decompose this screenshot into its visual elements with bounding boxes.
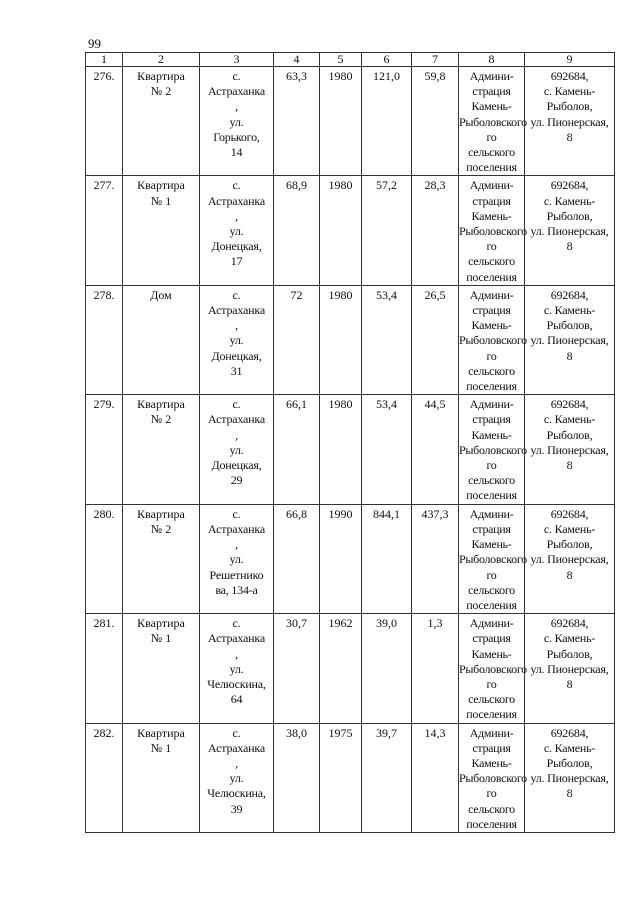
object-year: 1975: [320, 723, 362, 832]
page-number: 99: [88, 36, 101, 51]
owner-address: 692684, с. Камень- Рыболов, ул. Пионерская, 8: [525, 614, 615, 723]
owner-name: Админи- страция Камень- Рыболовского го сельского поселения: [459, 67, 525, 176]
object-year: 1980: [320, 285, 362, 394]
object-year: 1980: [320, 67, 362, 176]
object-type: Квартира № 2: [123, 504, 200, 613]
object-location: с. Астраханка , ул. Донецкая, 31: [200, 285, 274, 394]
residual-value: 14,3: [412, 723, 459, 832]
owner-address: 692684, с. Камень- Рыболов, ул. Пионерская, 8: [525, 504, 615, 613]
object-location: с. Астраханка , ул. Донецкая, 29: [200, 395, 274, 504]
object-year: 1980: [320, 176, 362, 285]
row-number: 277.: [86, 176, 123, 285]
book-value: 121,0: [362, 67, 412, 176]
owner-name: Админи- страция Камень- Рыболовского го сельского поселения: [459, 504, 525, 613]
row-number: 279.: [86, 395, 123, 504]
object-location: с. Астраханка , ул. Челюскина, 64: [200, 614, 274, 723]
book-value: 39,0: [362, 614, 412, 723]
residual-value: 44,5: [412, 395, 459, 504]
owner-name: Админи- страция Камень- Рыболовского го сельского поселения: [459, 176, 525, 285]
column-header-7: 7: [412, 53, 459, 67]
column-header-2: 2: [123, 53, 200, 67]
object-location: с. Астраханка , ул. Донецкая, 17: [200, 176, 274, 285]
residual-value: 437,3: [412, 504, 459, 613]
book-value: 844,1: [362, 504, 412, 613]
table-row: [86, 723, 615, 832]
object-area: 38,0: [274, 723, 320, 832]
owner-address: 692684, с. Камень- Рыболов, ул. Пионерская, 8: [525, 723, 615, 832]
header-row: [86, 53, 615, 67]
object-area: 72: [274, 285, 320, 394]
table-row: [86, 67, 615, 176]
object-type: Квартира № 2: [123, 395, 200, 504]
table-body: [86, 67, 615, 833]
column-header-9: 9: [525, 53, 615, 67]
object-year: 1990: [320, 504, 362, 613]
owner-address: 692684, с. Камень- Рыболов, ул. Пионерская, 8: [525, 285, 615, 394]
object-type: Дом: [123, 285, 200, 394]
residual-value: 1,3: [412, 614, 459, 723]
book-value: 57,2: [362, 176, 412, 285]
object-type: Квартира № 2: [123, 67, 200, 176]
owner-address: 692684, с. Камень- Рыболов, ул. Пионерская, 8: [525, 67, 615, 176]
column-header-6: 6: [362, 53, 412, 67]
object-area: 66,8: [274, 504, 320, 613]
owner-name: Админи- страция Камень- Рыболовского го сельского поселения: [459, 723, 525, 832]
column-header-3: 3: [200, 53, 274, 67]
book-value: 53,4: [362, 395, 412, 504]
book-value: 39,7: [362, 723, 412, 832]
residual-value: 28,3: [412, 176, 459, 285]
object-area: 63,3: [274, 67, 320, 176]
column-header-8: 8: [459, 53, 525, 67]
column-header-5: 5: [320, 53, 362, 67]
owner-address: 692684, с. Камень- Рыболов, ул. Пионерская, 8: [525, 176, 615, 285]
column-header-1: 1: [86, 53, 123, 67]
object-type: Квартира № 1: [123, 176, 200, 285]
table-row: [86, 395, 615, 504]
table-header: [86, 53, 615, 67]
row-number: 281.: [86, 614, 123, 723]
row-number: 276.: [86, 67, 123, 176]
object-area: 66,1: [274, 395, 320, 504]
object-location: с. Астраханка , ул. Решетнико ва, 134-а: [200, 504, 274, 613]
table-row: [86, 176, 615, 285]
book-value: 53,4: [362, 285, 412, 394]
row-number: 282.: [86, 723, 123, 832]
table-row: [86, 285, 615, 394]
object-year: 1980: [320, 395, 362, 504]
table-row: [86, 504, 615, 613]
object-location: с. Астраханка , ул. Челюскина, 39: [200, 723, 274, 832]
residual-value: 59,8: [412, 67, 459, 176]
owner-name: Админи- страция Камень- Рыболовского го сельского поселения: [459, 395, 525, 504]
object-location: с. Астраханка , ул. Горького, 14: [200, 67, 274, 176]
object-type: Квартира № 1: [123, 614, 200, 723]
column-header-4: 4: [274, 53, 320, 67]
residual-value: 26,5: [412, 285, 459, 394]
object-type: Квартира № 1: [123, 723, 200, 832]
owner-name: Админи- страция Камень- Рыболовского го сельского поселения: [459, 285, 525, 394]
row-number: 280.: [86, 504, 123, 613]
object-area: 68,9: [274, 176, 320, 285]
object-area: 30,7: [274, 614, 320, 723]
owner-address: 692684, с. Камень- Рыболов, ул. Пионерская, 8: [525, 395, 615, 504]
owner-name: Админи- страция Камень- Рыболовского го сельского поселения: [459, 614, 525, 723]
table-row: [86, 614, 615, 723]
property-registry-table: [85, 52, 615, 833]
object-year: 1962: [320, 614, 362, 723]
row-number: 278.: [86, 285, 123, 394]
